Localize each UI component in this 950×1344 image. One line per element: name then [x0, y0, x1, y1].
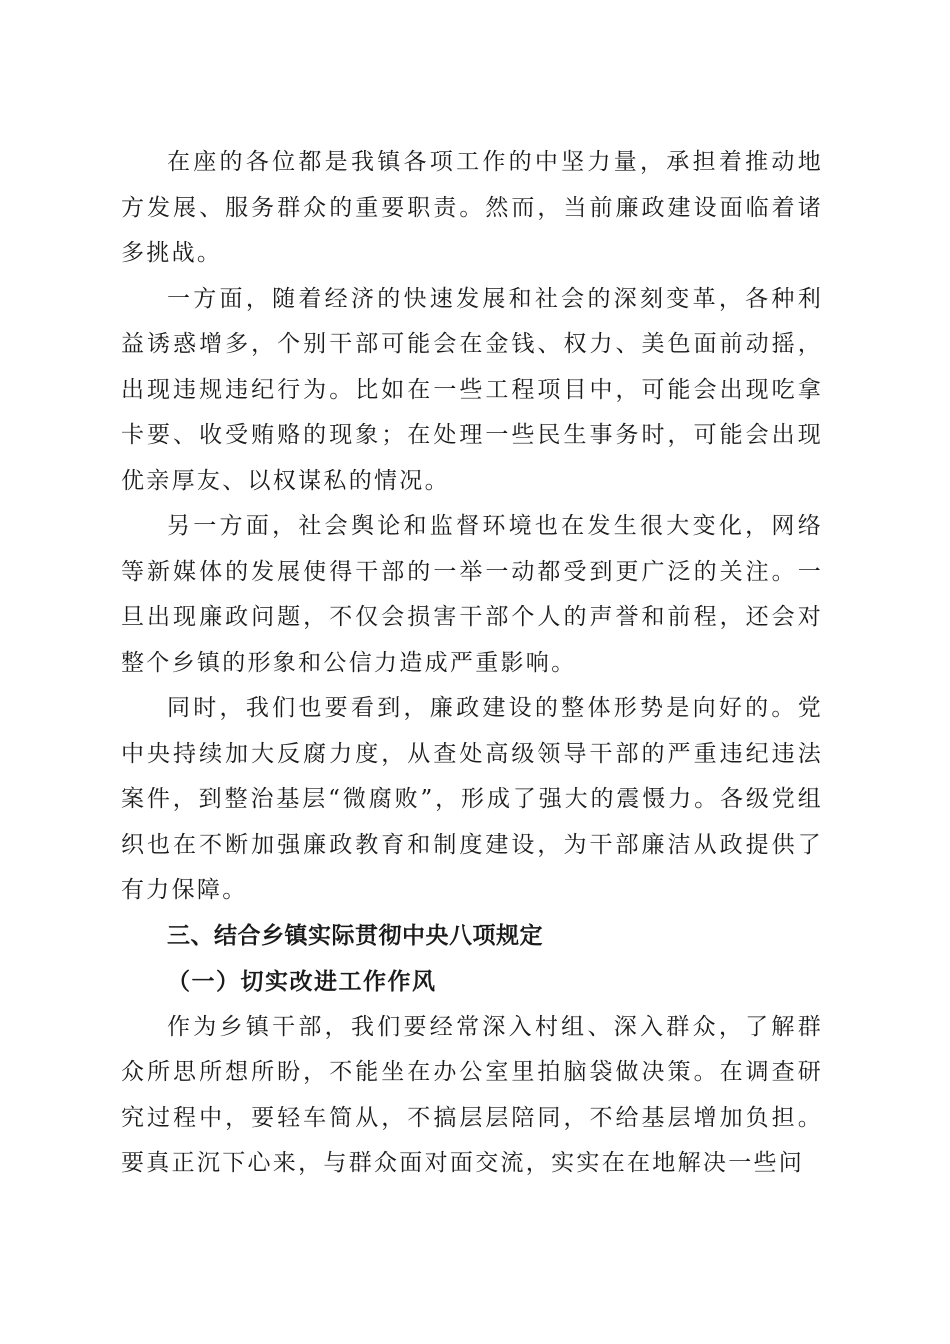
body-paragraph-2: 一方面，随着经济的快速发展和社会的深刻变革，各种利益诱惑增多，个别干部可能会在金钱、权力、美色面前动摇，出现违规违纪行为。比如在一些工程项目中，可能会出现吃拿卡要、收受贿赂的现象；在处理一些民生事务时，可能会出现优亲厚友、以权谋私的情况。	[121, 285, 823, 494]
body-paragraph-4: 同时，我们也要看到，廉政建设的整体形势是向好的。党中央持续加大反腐力度，从查处高级领导干部的严重违纪违法案件，到整治基层“微腐败”，形成了强大的震慑力。各级党组织也在不断加强廉政教育和制度建设，为干部廉洁从政提供了有力保障。	[121, 695, 823, 903]
body-paragraph-5: 作为乡镇干部，我们要经常深入村组、深入群众，了解群众所思所想所盼，不能坐在办公室里拍脑袋做决策。在调查研究过程中，要轻车简从，不搞层层陪同，不给基层增加负担。要真正沉下心来，与群众面对面交流，实实在在地解决一些问	[121, 1013, 823, 1176]
body-paragraph-3: 另一方面，社会舆论和监督环境也在发生很大变化，网络等新媒体的发展使得干部的一举一动都受到更广泛的关注。一旦出现廉政问题，不仅会损害干部个人的声誉和前程，还会对整个乡镇的形象和公信力造成严重影响。	[121, 513, 823, 676]
body-paragraph-1: 在座的各位都是我镇各项工作的中坚力量，承担着推动地方发展、服务群众的重要职责。然而，当前廉政建设面临着诸多挑战。	[121, 149, 823, 266]
document-body	[121, 140, 823, 1187]
subsection-heading: （一）切实改进工作作风	[167, 968, 437, 995]
section-heading: 三、结合乡镇实际贯彻中央八项规定	[167, 922, 543, 949]
